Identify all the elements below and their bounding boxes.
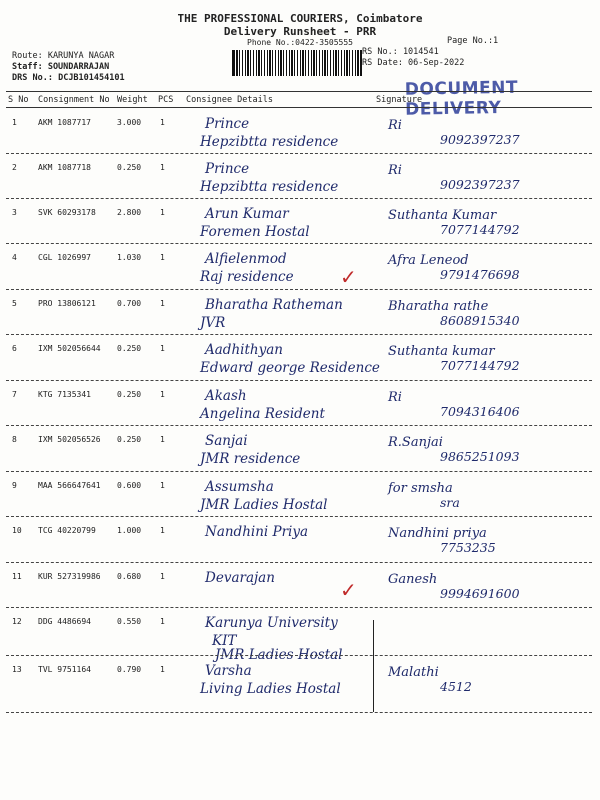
row-weight: 0.250 xyxy=(117,163,142,172)
barcode xyxy=(232,50,362,76)
row-weight: 3.000 xyxy=(117,118,142,127)
row-consignee-name: Sanjai xyxy=(205,433,248,449)
row-consignee-name: Akash xyxy=(205,388,247,404)
row-pcs: 1 xyxy=(160,526,165,535)
row-sno: 2 xyxy=(12,163,17,172)
row-consignment-no: IXM 502056526 xyxy=(38,435,101,444)
row-weight: 0.790 xyxy=(117,665,142,674)
row-signature: Bharatha rathe xyxy=(388,299,489,314)
row-sno: 4 xyxy=(12,253,17,262)
row-consignee-name: Assumsha xyxy=(205,479,274,495)
phone-number: Phone No.:0422-3505555 xyxy=(247,38,353,47)
row-receiver-phone: 9791476698 xyxy=(440,267,520,282)
route-label: Route: KARUNYA NAGAR xyxy=(12,51,115,61)
row-divider xyxy=(6,712,592,713)
row-weight: 0.700 xyxy=(117,299,142,308)
row-receiver-phone: 7094316406 xyxy=(440,404,520,419)
row-consignee-name: Nandhini Priya xyxy=(205,524,309,540)
row-consignment-no: KUR 527319986 xyxy=(38,572,101,581)
row-signature: Ganesh xyxy=(388,572,438,587)
row-sno: 7 xyxy=(12,390,17,399)
document-delivery-stamp: DOCUMENT DELIVERY xyxy=(404,77,519,120)
row-weight: 0.250 xyxy=(117,390,142,399)
row-receiver-phone: 7077144792 xyxy=(440,358,520,373)
document-title: Delivery Runsheet - PRR xyxy=(223,25,377,38)
row-consignee-name: Prince xyxy=(205,116,250,132)
row-receiver-phone: 9865251093 xyxy=(440,449,520,464)
row-divider xyxy=(6,607,592,608)
row-divider xyxy=(6,334,592,335)
row-signature: Ri xyxy=(388,118,402,133)
staff-label: Staff: SOUNDARRAJAN xyxy=(12,62,110,72)
row-divider xyxy=(6,655,592,656)
row-consignee-address: Hepzibtta residence xyxy=(200,134,339,150)
row-signature: R.Sanjai xyxy=(388,435,443,450)
row-receiver-phone: sra xyxy=(440,495,460,510)
row-consignee-name: Aadhithyan xyxy=(205,342,283,358)
row-divider xyxy=(6,153,592,154)
row-signature: Afra Leneod xyxy=(388,253,469,268)
row-consignment-no: DDG 4486694 xyxy=(38,617,91,626)
row-consignee-address: KIT xyxy=(212,633,237,649)
row-consignment-no: TVL 9751164 xyxy=(38,665,91,674)
col-weight: Weight xyxy=(117,95,148,105)
row-divider xyxy=(6,289,592,290)
row-receiver-phone: 7753235 xyxy=(440,540,496,555)
row-consignee-name: Karunya University xyxy=(205,615,338,631)
row-signature: Suthanta Kumar xyxy=(388,208,497,223)
row-signature: Suthanta kumar xyxy=(388,344,495,359)
row-receiver-phone: 4512 xyxy=(440,679,472,694)
drs-number: DRS No.: DCJB101454101 xyxy=(12,73,125,83)
row-weight: 1.030 xyxy=(117,253,142,262)
row-signature: Ri xyxy=(388,390,402,405)
company-name: THE PROFESSIONAL COURIERS, Coimbatore xyxy=(177,12,423,25)
row-pcs: 1 xyxy=(160,435,165,444)
col-signature: Signature xyxy=(376,95,423,105)
col-consignment: Consignment No xyxy=(38,95,110,105)
row-pcs: 1 xyxy=(160,118,165,127)
row-sno: 8 xyxy=(12,435,17,444)
row-consignment-no: KTG 7135341 xyxy=(38,390,91,399)
row-sno: 5 xyxy=(12,299,17,308)
row-consignee-address: Foremen Hostal xyxy=(200,224,310,240)
row-consignee-name: Varsha xyxy=(205,663,252,679)
col-consignee: Consignee Details xyxy=(186,95,273,105)
row-signature: Ri xyxy=(388,163,402,178)
row-consignee-address: JMR residence xyxy=(200,451,301,467)
row-consignee-address: Living Ladies Hostal xyxy=(200,681,341,697)
row-consignee-address: JMR Ladies Hostal xyxy=(200,497,328,513)
row-pcs: 1 xyxy=(160,390,165,399)
row-weight: 2.800 xyxy=(117,208,142,217)
row-sno: 1 xyxy=(12,118,17,127)
row-weight: 0.250 xyxy=(117,344,142,353)
row-pcs: 1 xyxy=(160,163,165,172)
row-divider xyxy=(6,562,592,563)
row-weight: 0.250 xyxy=(117,435,142,444)
row-consignee-name: Bharatha Ratheman xyxy=(205,297,343,313)
row-signature: for smsha xyxy=(388,481,453,496)
col-sno: S No xyxy=(8,95,29,105)
row-receiver-phone: 9092397237 xyxy=(440,132,520,147)
row-sno: 3 xyxy=(12,208,17,217)
row-pcs: 1 xyxy=(160,299,165,308)
row-sno: 13 xyxy=(12,665,22,674)
rs-number: RS No.: 1014541 xyxy=(362,47,439,57)
signature-bracket xyxy=(373,620,374,712)
row-sno: 11 xyxy=(12,572,22,581)
row-consignee-name: Alfielenmod xyxy=(205,251,287,267)
row-receiver-phone: 8608915340 xyxy=(440,313,520,328)
row-consignee-address: Raj residence xyxy=(200,269,294,285)
row-consignment-no: TCG 40220799 xyxy=(38,526,96,535)
row-pcs: 1 xyxy=(160,481,165,490)
row-pcs: 1 xyxy=(160,572,165,581)
row-consignment-no: AKM 1087717 xyxy=(38,118,91,127)
row-sno: 12 xyxy=(12,617,22,626)
row-weight: 0.680 xyxy=(117,572,142,581)
row-consignee-address: JVR xyxy=(200,315,226,331)
row-consignee-name: Prince xyxy=(205,161,250,177)
header-rule-bottom xyxy=(6,107,592,108)
row-consignee-address-2: JMR Ladies Hostal xyxy=(215,647,343,663)
row-pcs: 1 xyxy=(160,344,165,353)
row-divider xyxy=(6,380,592,381)
row-weight: 0.550 xyxy=(117,617,142,626)
row-consignee-address: Angelina Resident xyxy=(200,406,325,422)
row-consignee-address: Edward george Residence xyxy=(200,360,380,376)
col-pcs: PCS xyxy=(158,95,174,105)
row-consignment-no: AKM 1087718 xyxy=(38,163,91,172)
row-consignment-no: PRO 13806121 xyxy=(38,299,96,308)
row-consignee-name: Arun Kumar xyxy=(205,206,289,222)
row-consignment-no: SVK 60293178 xyxy=(38,208,96,217)
row-sno: 9 xyxy=(12,481,17,490)
row-signature: Nandhini priya xyxy=(388,526,487,541)
row-receiver-phone: 9092397237 xyxy=(440,177,520,192)
row-divider xyxy=(6,471,592,472)
row-divider xyxy=(6,425,592,426)
row-weight: 0.600 xyxy=(117,481,142,490)
row-weight: 1.000 xyxy=(117,526,142,535)
row-signature: Malathi xyxy=(388,665,439,680)
row-divider xyxy=(6,516,592,517)
row-pcs: 1 xyxy=(160,253,165,262)
check-mark-icon: ✓ xyxy=(340,578,357,602)
row-divider xyxy=(6,243,592,244)
row-sno: 10 xyxy=(12,526,22,535)
rs-date: RS Date: 06-Sep-2022 xyxy=(362,58,465,68)
row-consignment-no: IXM 502056644 xyxy=(38,344,101,353)
row-sno: 6 xyxy=(12,344,17,353)
row-consignee-address: Hepzibtta residence xyxy=(200,179,339,195)
row-consignee-name: Devarajan xyxy=(205,570,275,586)
row-pcs: 1 xyxy=(160,665,165,674)
row-receiver-phone: 9994691600 xyxy=(440,586,520,601)
row-pcs: 1 xyxy=(160,617,165,626)
page-number: Page No.:1 xyxy=(447,36,499,46)
row-pcs: 1 xyxy=(160,208,165,217)
header-rule-top xyxy=(6,91,592,92)
row-divider xyxy=(6,198,592,199)
row-consignment-no: CGL 1026997 xyxy=(38,253,91,262)
check-mark-icon: ✓ xyxy=(340,265,357,289)
row-consignment-no: MAA 566647641 xyxy=(38,481,101,490)
row-receiver-phone: 7077144792 xyxy=(440,222,520,237)
